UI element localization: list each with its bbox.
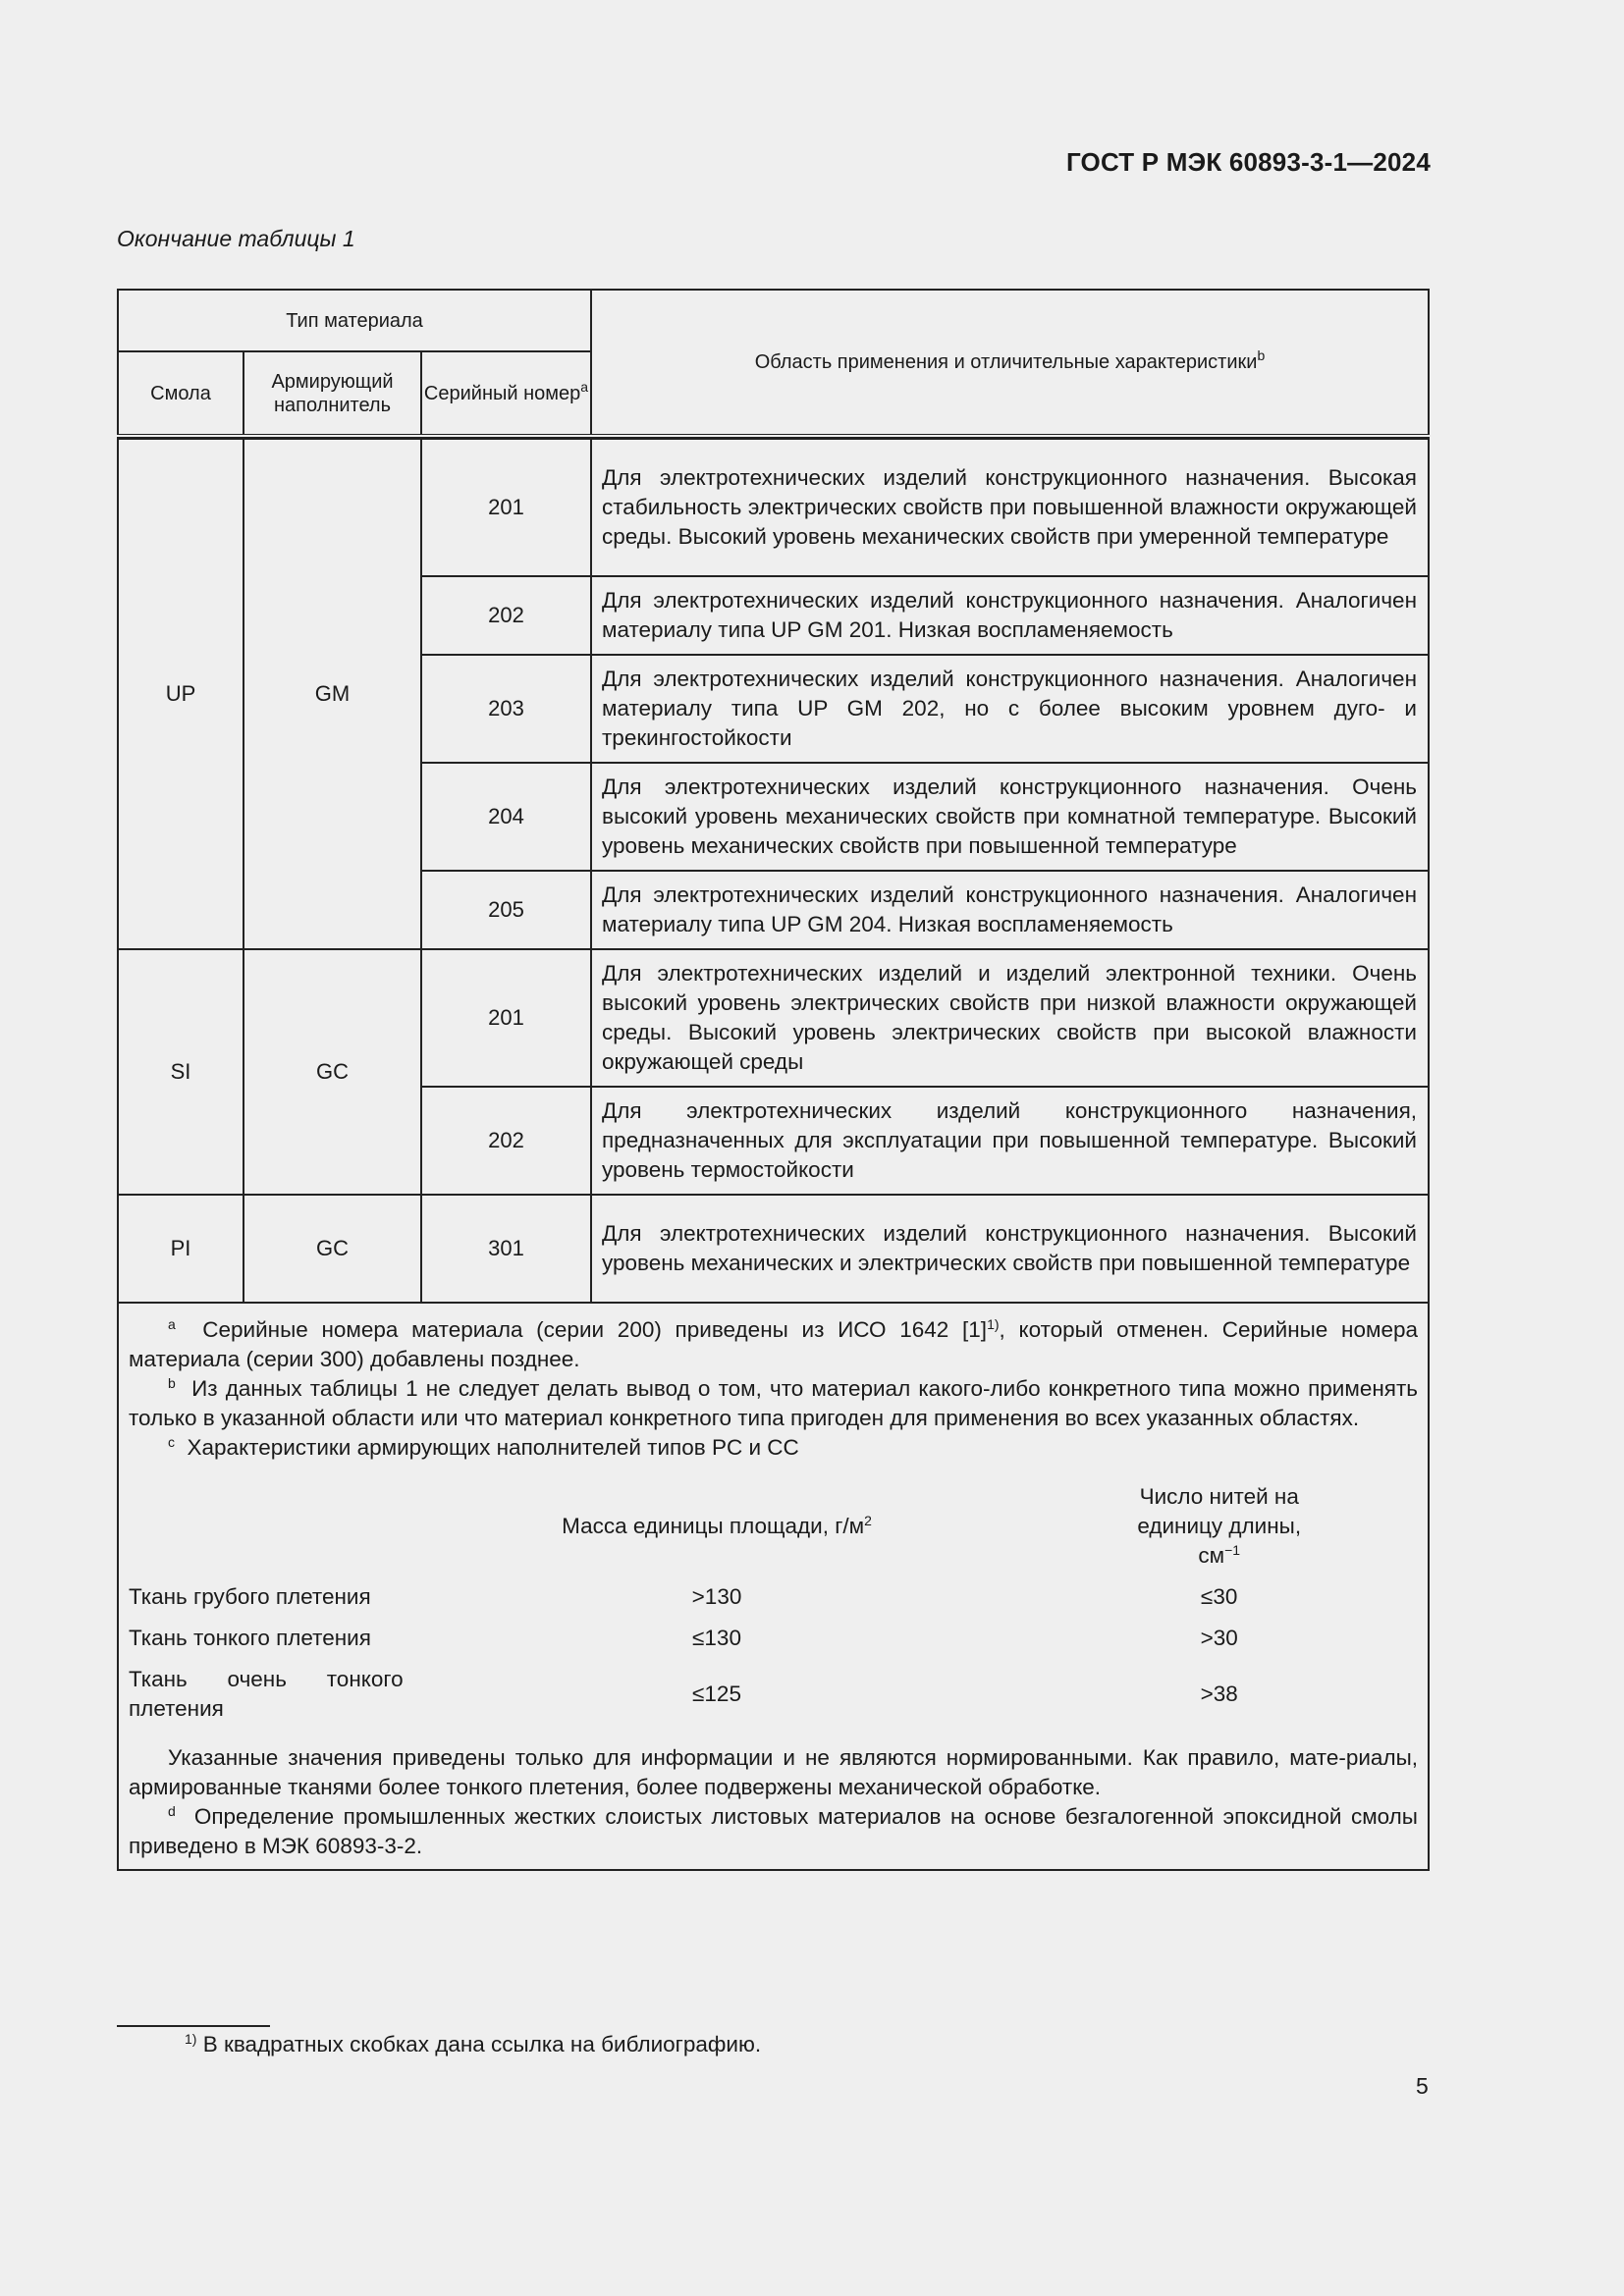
fabric-name: Ткань грубого плетения	[129, 1584, 371, 1609]
note-a-ref: 1)	[987, 1316, 1000, 1332]
note-d-text: Определение промышленных жестких слоистых листовых материалов на основе безгалогенной эпоксидной смолы приведено в МЭК 60893-3-2.	[129, 1804, 1418, 1858]
footnote	[185, 2032, 761, 2057]
description-cell: Для электротехнических изделий конструкционного назначения. Высокий уровень механических и электрических свойств при повышенной температуре	[591, 1195, 1429, 1303]
header-material-type: Тип материала	[118, 290, 591, 351]
serial-cell: 202	[421, 576, 591, 655]
description-cell: Для электротехнических изделий конструкционного назначения. Высокая стабильность электрических свойств при повышенной влажности окружающей среды. Высокий уровень механических свойств при умеренной температуре	[591, 439, 1429, 576]
serial-cell: 202	[421, 1087, 591, 1195]
description-cell: Для электротехнических изделий и изделий электронной техники. Очень высокий уровень электрических свойств при низкой влажности окружающей среды. Высокий уровень электрических свойств при высокой влажности окружающей среды	[591, 949, 1429, 1087]
note-c-after	[129, 1743, 1418, 1802]
header-application	[591, 290, 1429, 436]
document-code: ГОСТ Р МЭК 60893-3-1—2024	[1065, 147, 1431, 177]
page-number: 5	[1416, 2073, 1429, 2099]
description-cell: Для электротехнических изделий конструкционного назначения. Аналогичен материалу типа UP GM 201. Низкая воспламеняемость	[591, 576, 1429, 655]
table-notes	[118, 1303, 1429, 1870]
header-application-label: Область применения и отличительные характеристики	[754, 351, 1258, 373]
table-row	[118, 439, 1429, 576]
note-c-mark: c	[168, 1434, 175, 1450]
fabric-mass: ≤130	[692, 1626, 741, 1650]
fabric-threads: >38	[1200, 1682, 1238, 1706]
note-d-mark: d	[168, 1803, 176, 1819]
serial-cell: 301	[421, 1195, 591, 1303]
fabric-name: Ткань тонкого плетения	[129, 1626, 371, 1650]
fabric-col-mass	[413, 1476, 1021, 1576]
fabric-table	[129, 1476, 1418, 1730]
reinforcement-cell: GC	[244, 949, 421, 1195]
fabric-row	[129, 1618, 1418, 1659]
note-a-text-before: Серийные номера материала (серии 200) приведены из ИСО 1642 [1]	[202, 1317, 988, 1342]
footnote-text: В квадратных скобках дана ссылка на библиографию.	[202, 2032, 762, 2056]
fabric-col-mass-label: Масса единицы площади, г/м	[562, 1514, 865, 1538]
header-reinforcement: Армирующий наполнитель	[244, 351, 421, 436]
resin-cell: PI	[118, 1195, 244, 1303]
reinforcement-cell: GM	[244, 439, 421, 949]
description-cell: Для электротехнических изделий конструкционного назначения. Аналогичен материалу типа UP GM 202, но с более высоким уровнем дуго- и трекингостойкости	[591, 655, 1429, 763]
note-c	[129, 1433, 1418, 1463]
description-cell: Для электротехнических изделий конструкционного назначения. Аналогичен материалу типа UP GM 204. Низкая воспламеняемость	[591, 871, 1429, 949]
fabric-row	[129, 1659, 1418, 1730]
header-serial-sup: a	[580, 378, 589, 395]
note-d	[129, 1802, 1418, 1861]
resin-cell: SI	[118, 949, 244, 1195]
fabric-threads: ≤30	[1201, 1584, 1238, 1609]
description-cell: Для электротехнических изделий конструкционного назначения, предназначенных для эксплуатации при повышенной температуре. Высокий уровень термостойкости	[591, 1087, 1429, 1195]
fabric-col-threads-label: Число нитей на единицу длины, см	[1137, 1484, 1302, 1568]
resin-cell: UP	[118, 439, 244, 949]
note-b-text: Из данных таблицы 1 не следует делать вывод о том, что материал какого-либо конкретного типа можно применять только в указанной области или что материал конкретного типа пригоден для применения во всех указанных областях.	[129, 1376, 1418, 1430]
serial-cell: 201	[421, 949, 591, 1087]
fabric-col-threads	[1020, 1476, 1418, 1576]
note-a-mark: a	[168, 1316, 176, 1332]
table-row	[118, 1195, 1429, 1303]
fabric-row	[129, 1576, 1418, 1618]
fabric-threads: >30	[1200, 1626, 1238, 1650]
materials-table	[117, 289, 1430, 1871]
note-a-text-after: , который отменен. Серийные номера материала (серии 300) добавлены позднее.	[129, 1317, 1418, 1371]
fabric-name: Ткань очень тонкого плетения	[129, 1667, 404, 1721]
header-resin: Смола	[118, 351, 244, 436]
serial-cell: 201	[421, 439, 591, 576]
serial-cell: 204	[421, 763, 591, 871]
fabric-mass: ≤125	[692, 1682, 741, 1706]
header-serial-label: Серийный номер	[423, 382, 581, 404]
note-a	[129, 1315, 1418, 1374]
header-serial	[421, 351, 591, 436]
fabric-col-mass-sup: 2	[864, 1513, 872, 1528]
table-row	[118, 949, 1429, 1087]
note-b	[129, 1374, 1418, 1433]
note-c-text: Характеристики армирующих наполнителей типов PC и CC	[187, 1435, 799, 1460]
fabric-col-threads-sup: −1	[1224, 1542, 1241, 1558]
footnote-divider	[117, 2025, 270, 2027]
fabric-mass: >130	[691, 1584, 742, 1609]
description-cell: Для электротехнических изделий конструкционного назначения. Очень высокий уровень механических свойств при комнатной температуре. Высокий уровень механических свойств при повышенной температуре	[591, 763, 1429, 871]
note-b-mark: b	[168, 1375, 176, 1391]
note-c-after-text: Указанные значения приведены только для информации и не являются нормированными. Как правило, мате-риалы, армированные тканями более тонкого плетения, более подвержены механической обработке.	[129, 1745, 1418, 1799]
header-application-sup: b	[1257, 347, 1266, 363]
reinforcement-cell: GC	[244, 1195, 421, 1303]
table-caption: Окончание таблицы 1	[117, 226, 355, 251]
serial-cell: 203	[421, 655, 591, 763]
footnote-mark: 1)	[185, 2031, 197, 2047]
serial-cell: 205	[421, 871, 591, 949]
